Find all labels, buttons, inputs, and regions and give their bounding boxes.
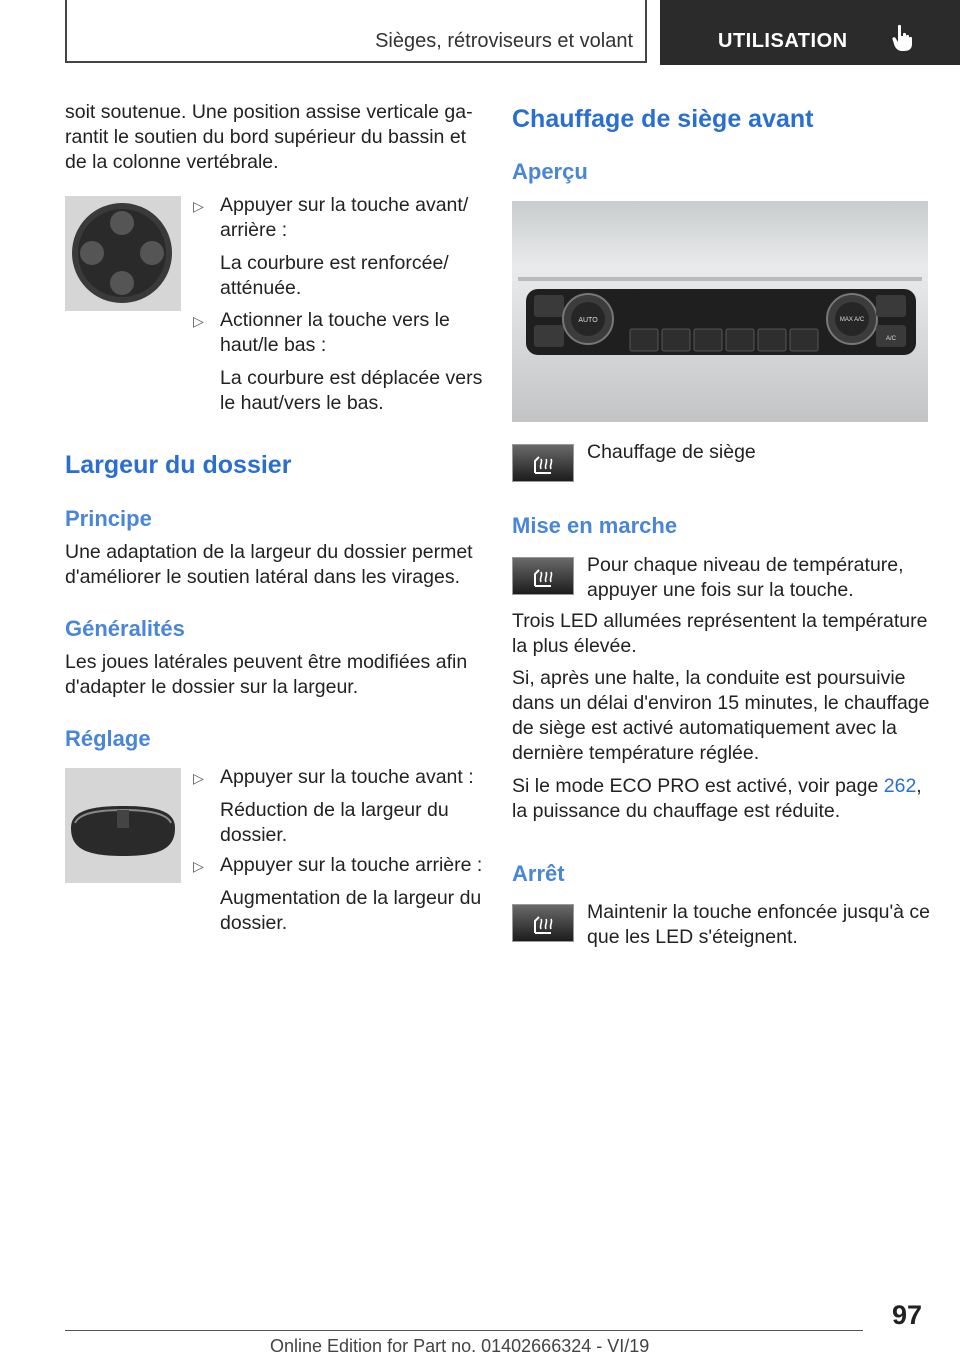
text-segment: , [916, 775, 922, 797]
heading-principe: Principe [65, 506, 152, 531]
item-action: Appuyer sur la touche avant : [220, 766, 474, 788]
panel-auto-label: AUTO [578, 317, 598, 324]
item-result: Augmentation de la largeur du [220, 887, 482, 909]
text-line: d'adapter le dossier sur la largeur. [65, 676, 359, 698]
header-section-box [65, 0, 647, 63]
header-section-title: Sièges, rétroviseurs et volant [375, 30, 633, 52]
seat-heating-button-icon [512, 444, 574, 482]
item-result: le haut/vers le bas. [220, 392, 384, 414]
text-line: la plus élevée. [512, 635, 637, 657]
generalites-paragraph [65, 650, 485, 700]
climate-control-panel [512, 201, 928, 422]
lumbar-item-1 [220, 193, 490, 301]
backrest-width-control-image [65, 768, 181, 883]
item-action: haut/le bas : [220, 334, 327, 356]
heading-mise-en-marche: Mise en marche [512, 513, 678, 538]
item-result: La courbure est renforcée/ [220, 252, 449, 274]
page-number: 97 [892, 1300, 923, 1330]
text-line: appuyer une fois sur la touche. [587, 579, 854, 601]
heading-largeur-dossier: Largeur du dossier [65, 451, 292, 479]
text-line: Pour chaque niveau de température, [587, 554, 904, 576]
text-line: Si, après une halte, la conduite est poursuivie [512, 667, 906, 689]
seat-heating-icon [531, 564, 557, 590]
heading-reglage: Réglage [65, 726, 151, 751]
page-262-link[interactable]: 262 [883, 775, 917, 797]
led-paragraph [512, 609, 932, 659]
arret-paragraph [587, 900, 932, 950]
item-result: atténuée. [220, 277, 302, 299]
panel-max-label: MAX A/C [839, 317, 865, 323]
intro-line: rantit le soutien du bord supérieur du bassin et [65, 126, 467, 148]
seat-heating-legend: Chauffage de siège [587, 441, 756, 463]
text-line: que les LED s'éteignent. [587, 926, 798, 948]
text-line: de siège est activé automatiquement avec la [512, 717, 897, 739]
text-line: Trois LED allumées représentent la température [512, 610, 928, 632]
item-result: La courbure est déplacée vers [220, 367, 483, 389]
text-line: d'améliorer le soutien latéral dans les virages. [65, 566, 461, 588]
item-action: Actionner la touche vers le [220, 309, 450, 331]
reglage-item-1 [220, 765, 490, 848]
hand-pointer-icon [892, 24, 914, 52]
intro-line: de la colonne vertébrale. [65, 151, 279, 173]
lumbar-switch-icon [65, 196, 181, 311]
header-chapter-label: UTILISATION [718, 30, 848, 52]
item-action: arrière : [220, 219, 288, 241]
seat-heating-icon [531, 451, 557, 477]
text-line: Une adaptation de la largeur du dossier permet [65, 541, 473, 563]
auto-resume-paragraph [512, 666, 932, 766]
marche-paragraph [587, 553, 927, 603]
seat-heating-button-icon [512, 557, 574, 595]
text-line: la puissance du chauffage est réduite. [512, 800, 841, 822]
heading-apercu: Aperçu [512, 159, 588, 184]
lumbar-item-2 [220, 308, 490, 416]
seat-heating-icon [531, 911, 557, 937]
footer-divider [65, 1330, 863, 1331]
text-line: dernière température réglée. [512, 742, 760, 764]
item-action: Appuyer sur la touche arrière : [220, 854, 483, 876]
heading-chauffage-siege: Chauffage de siège avant [512, 105, 814, 133]
item-result: Réduction de la largeur du [220, 799, 449, 821]
climate-panel-image [512, 201, 928, 422]
seat-heating-button-icon [512, 904, 574, 942]
item-result: dossier. [220, 912, 288, 934]
item-action: Appuyer sur la touche avant/ [220, 194, 469, 216]
text-segment: Si le mode ECO PRO est activé, voir page [512, 775, 884, 797]
intro-paragraph [65, 100, 485, 175]
bullet-triangle-icon: ▷ [193, 770, 204, 786]
bullet-triangle-icon: ▷ [193, 313, 204, 329]
backrest-width-switch-icon [65, 768, 181, 883]
eco-pro-paragraph [512, 774, 932, 824]
bullet-triangle-icon: ▷ [193, 198, 204, 214]
text-line: Les joues latérales peuvent être modifiées afin [65, 651, 468, 673]
item-result: dossier. [220, 824, 288, 846]
principe-paragraph [65, 540, 485, 590]
heading-arret: Arrêt [512, 861, 565, 886]
intro-line: soit soutenue. Une position assise verticale ga- [65, 101, 473, 123]
header-chapter-tab[interactable] [660, 0, 960, 65]
heading-generalites: Généralités [65, 616, 185, 641]
footer-edition: Online Edition for Part no. 01402666324 - VI/19 [270, 1336, 650, 1356]
reglage-item-2 [220, 853, 490, 936]
text-line: Maintenir la touche enfoncée jusqu'à ce [587, 901, 931, 923]
lumbar-control-image [65, 196, 181, 311]
panel-ac-label: A/C [885, 336, 897, 342]
bullet-triangle-icon: ▷ [193, 858, 204, 874]
text-line: dans un délai d'environ 15 minutes, le chauffage [512, 692, 930, 714]
